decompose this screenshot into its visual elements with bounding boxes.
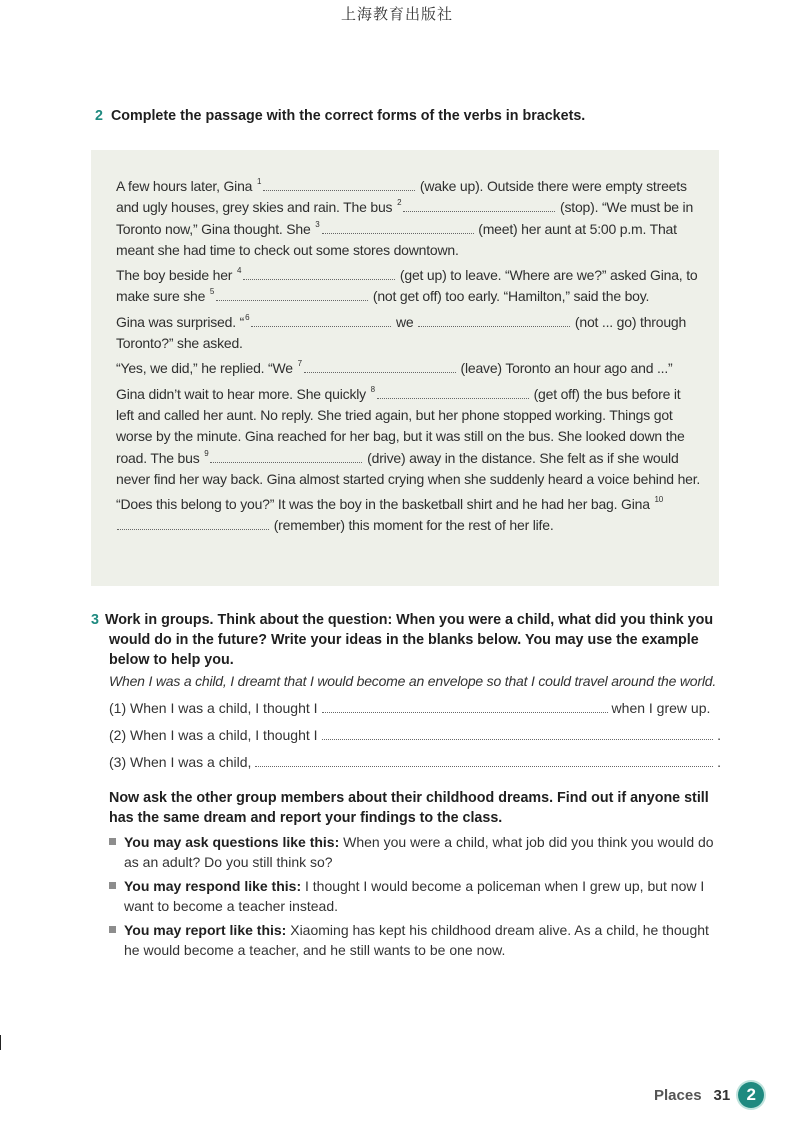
tip-label: You may ask questions like this: [124, 834, 340, 850]
answer-line-2-period: . [717, 727, 721, 743]
bullet-square-icon [109, 926, 116, 933]
answer-line-3-prompt: (3) When I was a child, [109, 754, 252, 770]
answer-blank-3[interactable] [255, 752, 713, 767]
answer-blank-2[interactable] [322, 725, 714, 740]
passage-paragraph-1 [116, 176, 701, 261]
answer-line-1-prompt: (1) When I was a child, I thought I [109, 700, 318, 716]
blank-number: 1 [256, 177, 262, 186]
passage-text: (get off) the bus before it left and called her aunt. No reply. She tried again, but her phone stopped working. Things got worse by the minute. Gina reached for her bag, but it was still on the bus. She looked down the road. The bus [116, 385, 685, 466]
passage-paragraph-3 [116, 312, 701, 355]
blank-number: 6 [245, 312, 250, 322]
edge-mark [0, 1035, 1, 1050]
blank-number: 5 [209, 287, 215, 297]
blank-number: 7 [297, 359, 302, 369]
bullet-square-icon [109, 882, 116, 889]
passage-text: (meet) her aunt at 5:00 p.m. That meant she had time to check out some stores downtown. [116, 220, 677, 258]
answer-line-1-end: when I grew up. [611, 700, 711, 716]
passage-text: (stop). “We must be in Toronto now,” Gina thought. She [116, 199, 694, 237]
passage-text: (drive) away in the distance. She felt as if she would never find her way back. Gina almost started crying when she suddenly heard a voice behind her. [116, 449, 701, 487]
blank-number: 8 [370, 384, 375, 394]
passage-text: “Yes, we did,” he replied. “We [116, 360, 297, 377]
passage-text: (remember) this moment for the rest of her life. [270, 517, 554, 534]
group-task-instruction: Now ask the other group members about their childhood dreams. Find out if anyone still has the same dream and report your findings to the class. [109, 790, 709, 826]
passage-text: (not ... go) through Toronto?” she asked. [116, 313, 687, 352]
passage-text: The boy beside her [116, 267, 236, 284]
example-sentence: When I was a child, I dreamt that I would become an envelope so that I could travel around the world. [109, 673, 717, 689]
blank-number: 4 [236, 266, 242, 276]
tips-list [109, 832, 721, 960]
blank-5[interactable] [216, 286, 368, 301]
blank-number: 10 [654, 495, 663, 505]
exercise-2-instruction: Complete the passage with the correct forms of the verbs in brackets. [110, 108, 586, 124]
tip-item [109, 920, 721, 960]
answer-blank-1[interactable] [322, 698, 608, 713]
passage-paragraph-4 [116, 358, 701, 379]
blank-6b[interactable] [418, 312, 570, 327]
answer-line-2-prompt: (2) When I was a child, I thought I [109, 727, 318, 743]
tip-item [109, 832, 721, 872]
blank-2[interactable] [403, 197, 555, 212]
tip-item [109, 876, 721, 916]
answer-line-3-period: . [717, 754, 721, 770]
section-name: Places [654, 1086, 702, 1104]
blank-3[interactable] [322, 219, 474, 234]
blank-10[interactable] [117, 515, 269, 530]
blank-7[interactable] [304, 358, 456, 373]
passage-text: (leave) Toronto an hour ago and ...” [456, 360, 673, 377]
exercise-3-number: 3 [91, 612, 99, 628]
passage-text: (wake up). Outside there were empty streets and ugly houses, grey skies and rain. The bus [116, 178, 687, 216]
answer-line-1 [109, 694, 721, 716]
blank-4[interactable] [243, 265, 395, 280]
exercise-3 [91, 610, 721, 964]
blank-number: 2 [397, 198, 402, 208]
blank-number: 3 [315, 219, 320, 229]
tip-text: When you were a child, what job did you think you would do as an adult? Do you still think so? [124, 834, 714, 870]
page-number: 31 [713, 1086, 731, 1104]
passage-text: (get up) to leave. “Where are we?” asked Gina, to make sure she [116, 267, 698, 305]
passage-text: Gina was surprised. “ [116, 313, 245, 330]
bullet-square-icon [109, 838, 116, 845]
tip-text: Xiaoming has kept his childhood dream alive. As a child, he thought he would become a teacher, and he still wants to be one now. [124, 922, 709, 958]
answer-line-3 [109, 748, 721, 770]
blank-6a[interactable] [251, 312, 391, 327]
blank-8[interactable] [377, 384, 529, 399]
passage [116, 176, 701, 541]
blank-number: 9 [204, 448, 209, 458]
page-footer [654, 1082, 764, 1108]
passage-text: “Does this belong to you?” It was the boy in the basketball shirt and he had her bag. Gina [116, 496, 654, 513]
exercise-2-number: 2 [95, 108, 103, 124]
passage-paragraph-2 [116, 265, 701, 308]
tip-label: You may report like this: [124, 922, 287, 938]
answer-line-2 [109, 721, 721, 743]
passage-paragraph-6 [116, 494, 701, 537]
exercise-2-heading [95, 108, 585, 124]
exercise-3-heading [91, 610, 721, 670]
passage-text: Gina didn’t wait to hear more. She quickly [116, 385, 370, 402]
publisher-header: 上海教育出版社 [340, 5, 453, 23]
passage-text: we [392, 313, 418, 330]
blank-9[interactable] [210, 448, 362, 463]
passage-text: A few hours later, Gina [116, 178, 256, 194]
blank-1[interactable] [263, 176, 415, 191]
tip-text: I thought I would become a policeman when I grew up, but now I want to become a teacher instead. [124, 878, 705, 914]
passage-paragraph-5 [116, 384, 701, 490]
exercise-3-instruction: Work in groups. Think about the question: When you were a child, what did you think you would do in the future? Write your ideas in the blanks below. You may use the example below to help you. [104, 612, 714, 668]
passage-text: (not get off) too early. “Hamilton,” said the boy. [369, 288, 650, 305]
tip-label: You may respond like this: [124, 878, 302, 894]
unit-badge: 2 [738, 1082, 764, 1108]
